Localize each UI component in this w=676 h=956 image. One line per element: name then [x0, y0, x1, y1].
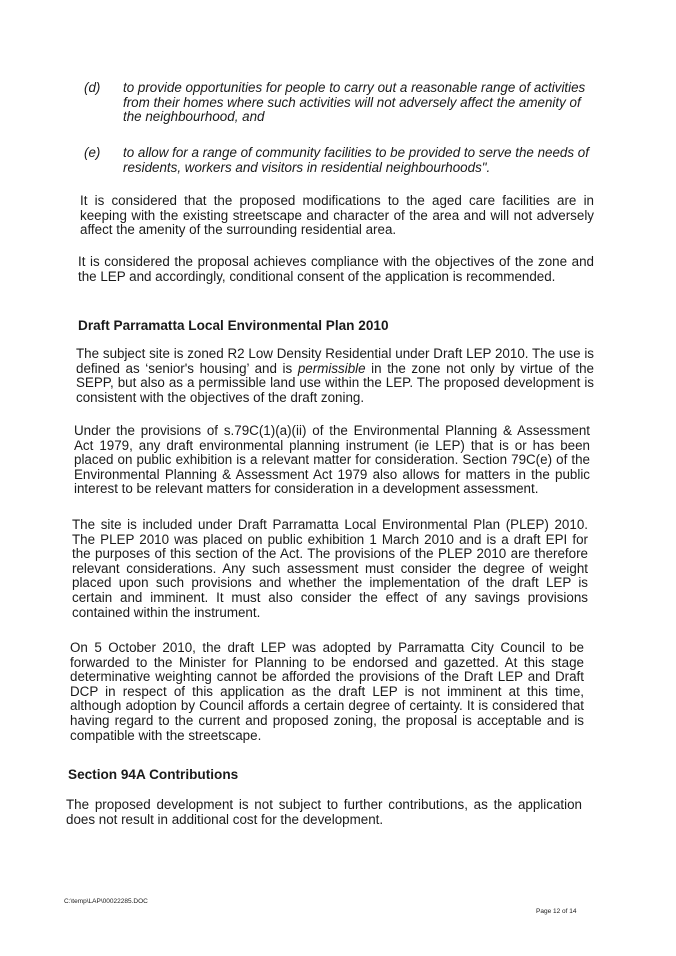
- paragraph-zoning-part2: in the zone not only by virtue of the SEPP, but also as a permissible land use within the LEP. The proposed development is consistent with the objectives of the draft zoning.: [76, 360, 594, 405]
- paragraph-zoning-emphasis: permissible: [297, 360, 366, 376]
- paragraph-streetscape: It is considered that the proposed modifications to the aged care facilities are in keeping with the existing streetscape and character of the area and will not adversely affect the amenity of the surrounding residential area.: [80, 193, 594, 238]
- footer-file-path: C:\temp\LAP\00022285.DOC: [64, 898, 148, 905]
- paragraph-79c-provisions: Under the provisions of s.79C(1)(a)(ii) of the Environmental Planning & Assessment Act 1979, any draft environmental planning instrument (ie LEP) that is or has been placed on public exhibition is a relevant matter for consideration. Section 79C(e) of the Environmental Planning & Assessment Act 1979 also allows for matters in the public interest to be relevant matters for consideration in a development assessment.: [74, 423, 590, 497]
- paragraph-contributions: The proposed development is not subject to further contributions, as the application does not result in additional cost for the development.: [66, 797, 582, 827]
- heading-draft-lep: Draft Parramatta Local Environmental Plan 2010: [78, 318, 389, 333]
- list-item-e-text: to allow for a range of community facilities to be provided to serve the needs of residents, workers and visitors in residential neighbourhoods".: [123, 145, 589, 175]
- paragraph-zoning: [76, 347, 594, 405]
- footer-page-number: Page 12 of 14: [536, 908, 577, 915]
- list-item-d-text: to provide opportunities for people to carry out a reasonable range of activities from their homes where such activities will not adversely affect the amenity of the neighbourhood, and: [123, 80, 586, 125]
- paragraph-zoning-part1: The subject site is zoned R2 Low Density Residential under Draft LEP 2010. The use is defined as ‘senior's housing’ and is: [76, 346, 594, 376]
- heading-section-94a: Section 94A Contributions: [68, 767, 239, 782]
- paragraph-compliance: It is considered the proposal achieves compliance with the objectives of the zone and the LEP and accordingly, conditional consent of the application is recommended.: [78, 254, 594, 284]
- list-label-e: (e): [84, 145, 101, 160]
- list-label-d: (d): [84, 80, 101, 95]
- paragraph-plep-exhibition: The site is included under Draft Parramatta Local Environmental Plan (PLEP) 2010. The PLEP 2010 was placed on public exhibition 1 March 2010 and is a draft EPI for the purposes of this section of the Act. The provisions of the PLEP 2010 are therefore relevant considerations. Any such assessment must consider the degree of weight placed upon such provisions and whether the implementation of the draft LEP is certain and imminent. It must also consider the effect of any savings provisions contained within the instrument.: [72, 517, 588, 620]
- paragraph-lep-adopted: On 5 October 2010, the draft LEP was adopted by Parramatta City Council to be forwarded to the Minister for Planning to be endorsed and gazetted. At this stage determinative weighting cannot be afforded the provisions of the Draft LEP and Draft DCP in respect of this application as the draft LEP is not imminent at this time, although adoption by Council affords a certain degree of certainty. It is considered that having regard to the current and proposed zoning, the proposal is acceptable and is compatible with the streetscape.: [70, 640, 584, 743]
